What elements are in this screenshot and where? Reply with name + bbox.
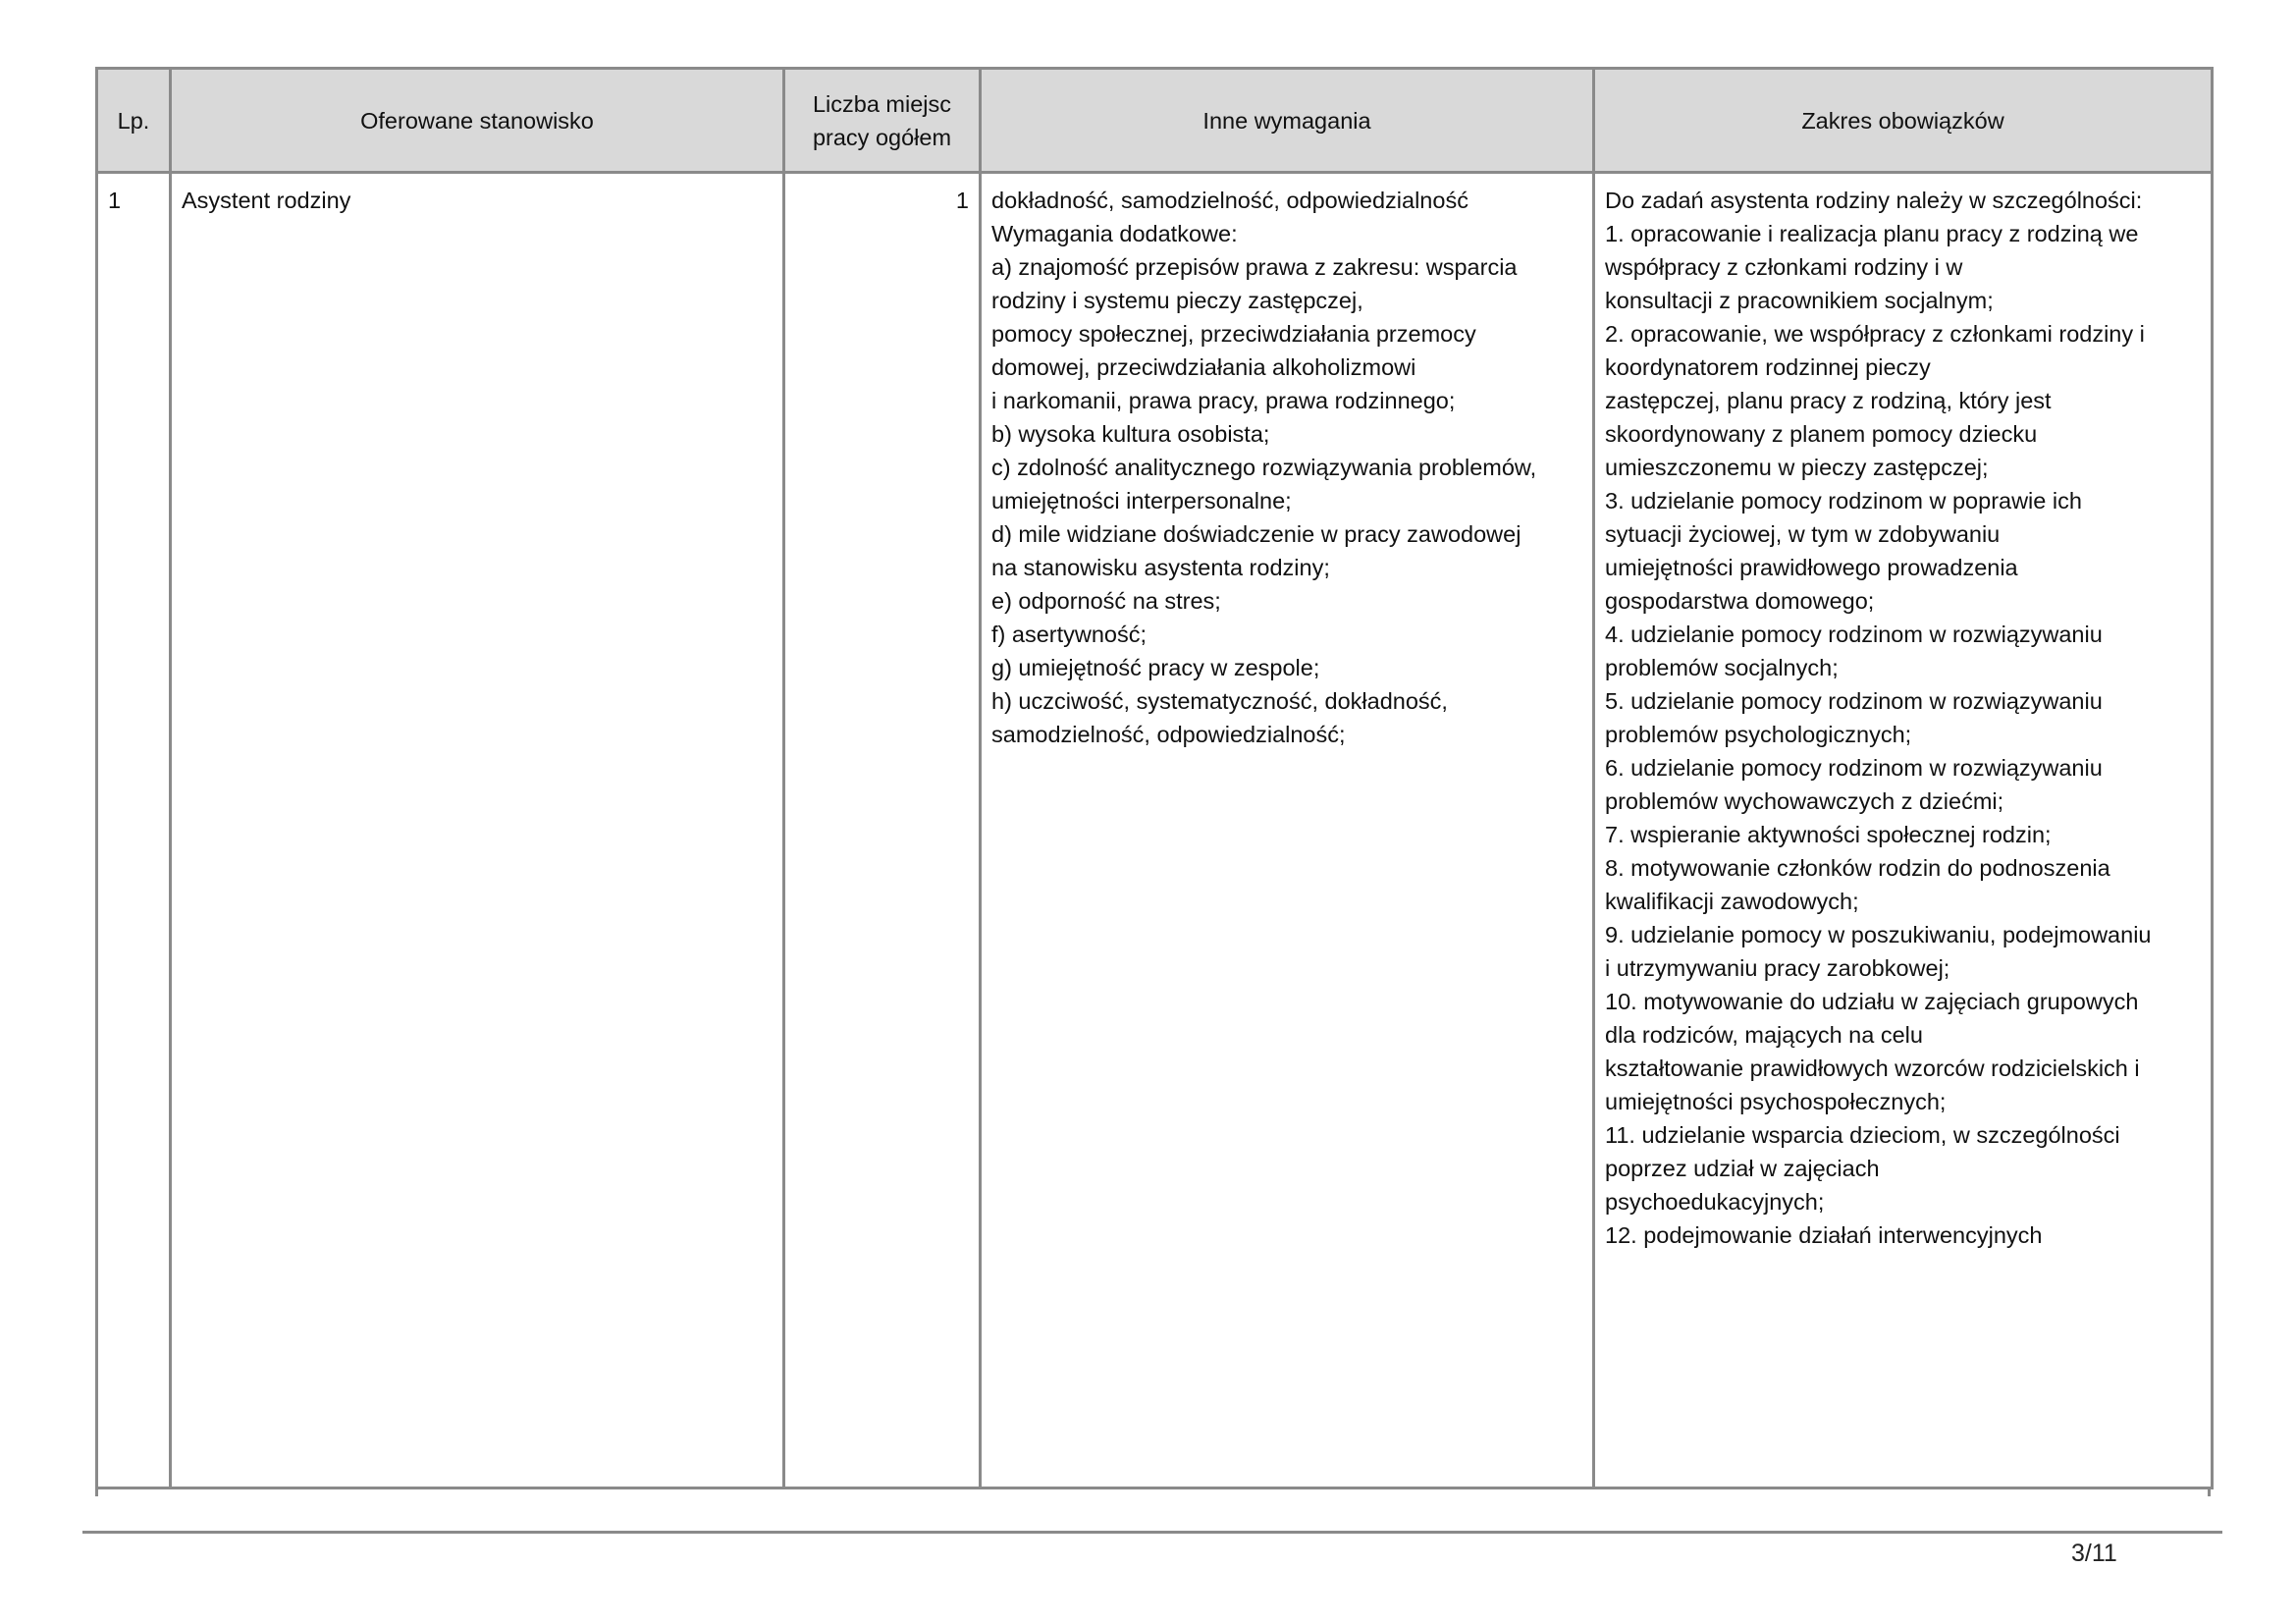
duties-line: kształtowanie prawidłowych wzorców rodzicielskich i bbox=[1605, 1055, 2140, 1081]
page-number: 3/11 bbox=[2071, 1540, 2117, 1567]
duties-line: 8. motywowanie członków rodzin do podnoszenia bbox=[1605, 855, 2110, 881]
requirements-line: b) wysoka kultura osobista; bbox=[991, 421, 1270, 447]
header-count-line1: Liczba miejsc bbox=[812, 90, 952, 117]
duties-line: 1. opracowanie i realizacja planu pracy z rodziną we bbox=[1605, 221, 2139, 246]
table-row bbox=[97, 173, 2213, 1488]
duties-line: dla rodziców, mających na celu bbox=[1605, 1022, 1923, 1048]
duties-line: 6. udzielanie pomocy rodzinom w rozwiązywaniu bbox=[1605, 755, 2103, 781]
requirements-line: samodzielność, odpowiedzialność; bbox=[991, 722, 1346, 747]
duties-line: i utrzymywaniu pracy zarobkowej; bbox=[1605, 955, 1950, 981]
duties-line: 7. wspieranie aktywności społecznej rodzin; bbox=[1605, 822, 2052, 847]
duties-line: 5. udzielanie pomocy rodzinom w rozwiązywaniu bbox=[1605, 688, 2103, 714]
header-requirements: Inne wymagania bbox=[981, 69, 1594, 173]
duties-line: zastępczej, planu pracy z rodziną, który jest bbox=[1605, 388, 2052, 413]
requirements-line: c) zdolność analitycznego rozwiązywania problemów, bbox=[991, 455, 1537, 480]
duties-line: problemów psychologicznych; bbox=[1605, 722, 1912, 747]
header-count bbox=[784, 69, 981, 173]
table-edge-tick-left bbox=[95, 1487, 98, 1496]
duties-line: 12. podejmowanie działań interwencyjnych bbox=[1605, 1222, 2043, 1248]
duties-line: 2. opracowanie, we współpracy z członkami rodziny i bbox=[1605, 321, 2145, 347]
cell-duties bbox=[1594, 173, 2213, 1488]
header-duties: Zakres obowiązków bbox=[1594, 69, 2213, 173]
requirements-line: f) asertywność; bbox=[991, 622, 1148, 647]
duties-line: Do zadań asystenta rodziny należy w szczególności: bbox=[1605, 188, 2143, 213]
requirements-line: h) uczciwość, systematyczność, dokładność, bbox=[991, 688, 1448, 714]
duties-line: skoordynowany z planem pomocy dziecku bbox=[1605, 421, 2038, 447]
header-count-line2: pracy ogółem bbox=[812, 124, 952, 150]
requirements-line: umiejętności interpersonalne; bbox=[991, 488, 1292, 514]
duties-line: konsultacji z pracownikiem socjalnym; bbox=[1605, 288, 1994, 313]
requirements-line: e) odporność na stres; bbox=[991, 588, 1221, 614]
requirements-line: d) mile widziane doświadczenie w pracy zawodowej bbox=[991, 521, 1522, 547]
duties-line: umiejętności prawidłowego prowadzenia bbox=[1605, 555, 2018, 580]
duties-line: psychoedukacyjnych; bbox=[1605, 1189, 1825, 1215]
cell-lp: 1 bbox=[97, 173, 171, 1488]
requirements-line: g) umiejętność pracy w zespole; bbox=[991, 655, 1320, 680]
duties-line: współpracy z członkami rodziny i w bbox=[1605, 254, 1963, 280]
duties-line: 9. udzielanie pomocy w poszukiwaniu, podejmowaniu bbox=[1605, 922, 2152, 947]
duties-line: problemów wychowawczych z dziećmi; bbox=[1605, 788, 2004, 814]
duties-line: gospodarstwa domowego; bbox=[1605, 588, 1875, 614]
header-lp: Lp. bbox=[97, 69, 171, 173]
cell-position: Asystent rodziny bbox=[171, 173, 784, 1488]
cell-count: 1 bbox=[784, 173, 981, 1488]
table-header-row bbox=[97, 69, 2213, 173]
duties-line: problemów socjalnych; bbox=[1605, 655, 1839, 680]
duties-line: poprzez udział w zajęciach bbox=[1605, 1156, 1880, 1181]
requirements-line: domowej, przeciwdziałania alkoholizmowi bbox=[991, 354, 1416, 380]
footer-rule bbox=[82, 1531, 2222, 1534]
duties-line: 4. udzielanie pomocy rodzinom w rozwiązywaniu bbox=[1605, 622, 2103, 647]
duties-line: koordynatorem rodzinnej pieczy bbox=[1605, 354, 1931, 380]
duties-line: kwalifikacji zawodowych; bbox=[1605, 889, 1859, 914]
requirements-line: i narkomanii, prawa pracy, prawa rodzinnego; bbox=[991, 388, 1456, 413]
requirements-line: a) znajomość przepisów prawa z zakresu: wsparcia bbox=[991, 254, 1518, 280]
table-edge-tick-right bbox=[2208, 1487, 2211, 1496]
duties-line: sytuacji życiowej, w tym w zdobywaniu bbox=[1605, 521, 2001, 547]
duties-line: 11. udzielanie wsparcia dzieciom, w szczególności bbox=[1605, 1122, 2120, 1148]
requirements-line: rodziny i systemu pieczy zastępczej, bbox=[991, 288, 1363, 313]
job-offers-table bbox=[95, 67, 2214, 1489]
requirements-line: dokładność, samodzielność, odpowiedzialność bbox=[991, 188, 1468, 213]
requirements-line: Wymagania dodatkowe: bbox=[991, 221, 1238, 246]
cell-requirements bbox=[981, 173, 1594, 1488]
requirements-line: na stanowisku asystenta rodziny; bbox=[991, 555, 1330, 580]
header-position: Oferowane stanowisko bbox=[171, 69, 784, 173]
duties-line: umieszczonemu w pieczy zastępczej; bbox=[1605, 455, 1989, 480]
duties-line: 3. udzielanie pomocy rodzinom w poprawie ich bbox=[1605, 488, 2082, 514]
duties-line: umiejętności psychospołecznych; bbox=[1605, 1089, 1947, 1114]
duties-line: 10. motywowanie do udziału w zajęciach grupowych bbox=[1605, 989, 2139, 1014]
requirements-line: pomocy społecznej, przeciwdziałania przemocy bbox=[991, 321, 1476, 347]
